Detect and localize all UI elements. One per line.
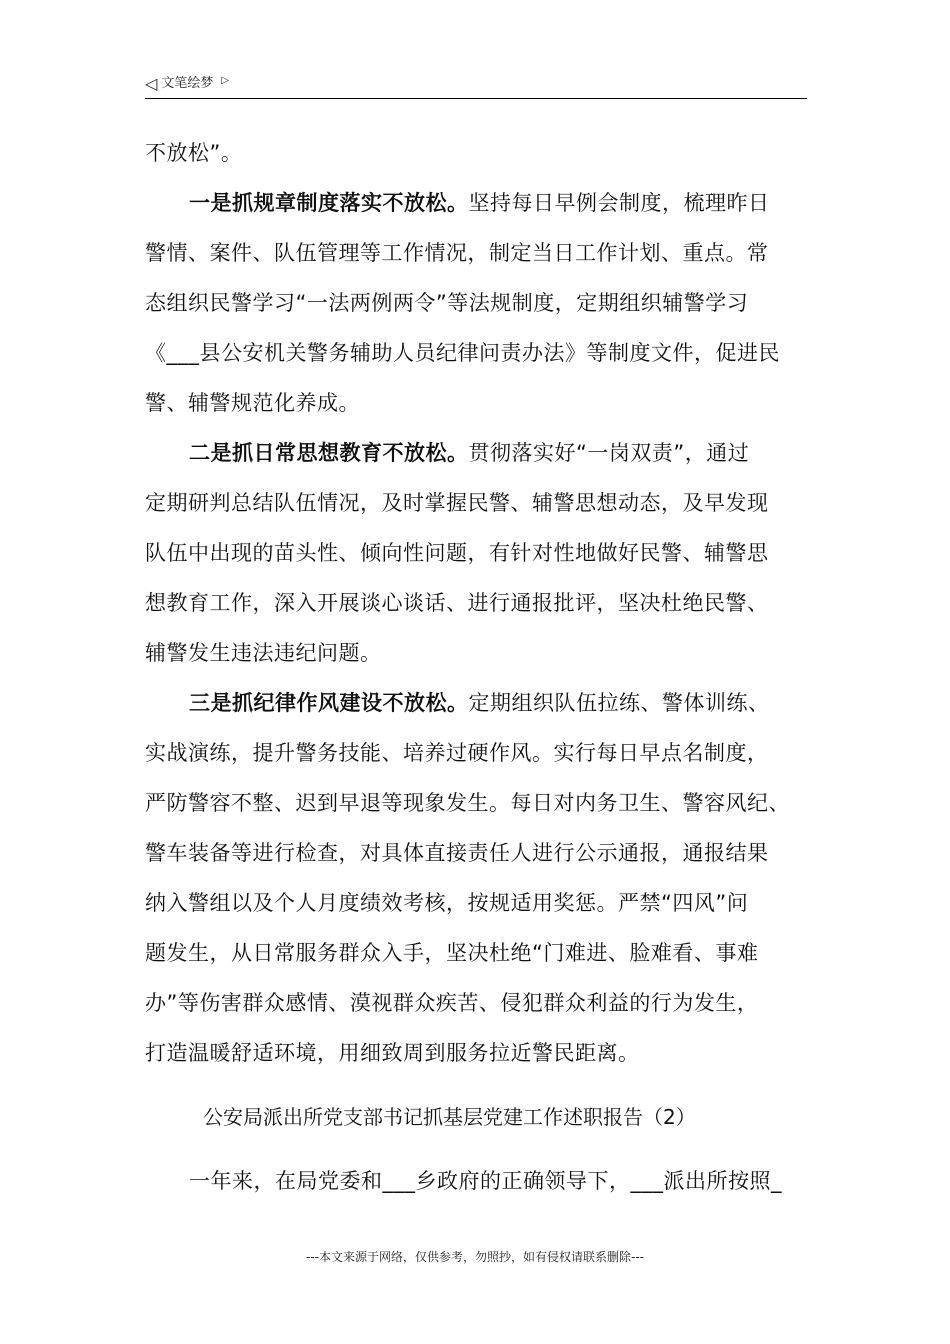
triangle-right-icon: ▷ [221, 75, 230, 86]
paragraph-line [145, 678, 807, 728]
paragraph-line: 想教育工作，深入开展谈心谈话、进行通报批评，坚决杜绝民警、 [145, 591, 769, 615]
paragraph-text: 坚持每日早例会制度，梳理昨日 [468, 191, 770, 215]
paragraph-continuation: 不放松”。 [145, 141, 243, 165]
paragraph-line: 纳入警组以及个人月度绩效考核，按规适用奖惩。严禁“四风”问 [145, 891, 749, 915]
paragraph-discipline [145, 678, 807, 1078]
footer-notice: ---本文来源于网络，仅供参考，勿照抄，如有侵权请联系删除--- [306, 1250, 644, 1264]
paragraph-text: 定期组织队伍拉练、警体训练、 [468, 691, 770, 715]
paragraph-line: 警情、案件、队伍管理等工作情况，制定当日工作计划、重点。常 [145, 241, 769, 265]
paragraph-line: 态组织民警学习“一法两例两令”等法规制度，定期组织辅警学习 [145, 291, 749, 315]
paragraph-intro [145, 1156, 807, 1206]
triangle-left-icon: ◁ [145, 74, 158, 93]
paragraph-line: 严防警容不整、迟到早退等现象发生。每日对内务卫生、警容风纪、 [145, 791, 790, 815]
paragraph-education [145, 428, 807, 678]
paragraph-line: 办”等伤害群众感情、漠视群众疾苦、侵犯群众利益的行为发生， [145, 991, 759, 1015]
document-body [145, 128, 807, 1206]
paragraph-lead: 一是抓规章制度落实不放松。 [189, 191, 469, 215]
header-brand [145, 76, 229, 92]
paragraph-line: 警车装备等进行检查，对具体直接责任人进行公示通报，通报结果 [145, 841, 769, 865]
paragraph-line: 题发生，从日常服务群众入手，坚决杜绝“门难进、脸难看、事难 [145, 941, 759, 965]
paragraph-line: 实战演练，提升警务技能、培养过硬作风。实行每日早点名制度， [145, 741, 769, 765]
paragraph-line [145, 428, 807, 478]
paragraph-line: 队伍中出现的苗头性、倾向性问题，有针对性地做好民警、辅警思 [145, 541, 769, 565]
paragraph-text: 贯彻落实好“一岗双责”，通过 [468, 441, 750, 465]
paragraph-line: 警、辅警规范化养成。 [145, 391, 360, 415]
paragraph-rules [145, 178, 807, 428]
paragraph-lead: 二是抓日常思想教育不放松。 [189, 441, 469, 465]
paragraph-line: 定期研判总结队伍情况，及时掌握民警、辅警思想动态，及早发现 [145, 491, 769, 515]
paragraph-line: 《___县公安机关警务辅助人员纪律问责办法》等制度文件，促进民 [145, 341, 780, 365]
paragraph-lead: 三是抓纪律作风建设不放松。 [189, 691, 469, 715]
brand-text: 文笔绘梦 [161, 76, 214, 91]
paragraph-line [145, 178, 807, 228]
paragraph-line: 辅警发生违法违纪问题。 [145, 641, 382, 665]
paragraph-line: 打造温暖舒适环境，用细致周到服务拉近警民距离。 [145, 1041, 640, 1065]
page-header [145, 72, 807, 99]
section-title: 公安局派出所党支部书记抓基层党建工作述职报告（2） [203, 1105, 696, 1129]
paragraph-line: 一年来，在局党委和___乡政府的正确领导下，___派出所按照_ [189, 1169, 782, 1193]
